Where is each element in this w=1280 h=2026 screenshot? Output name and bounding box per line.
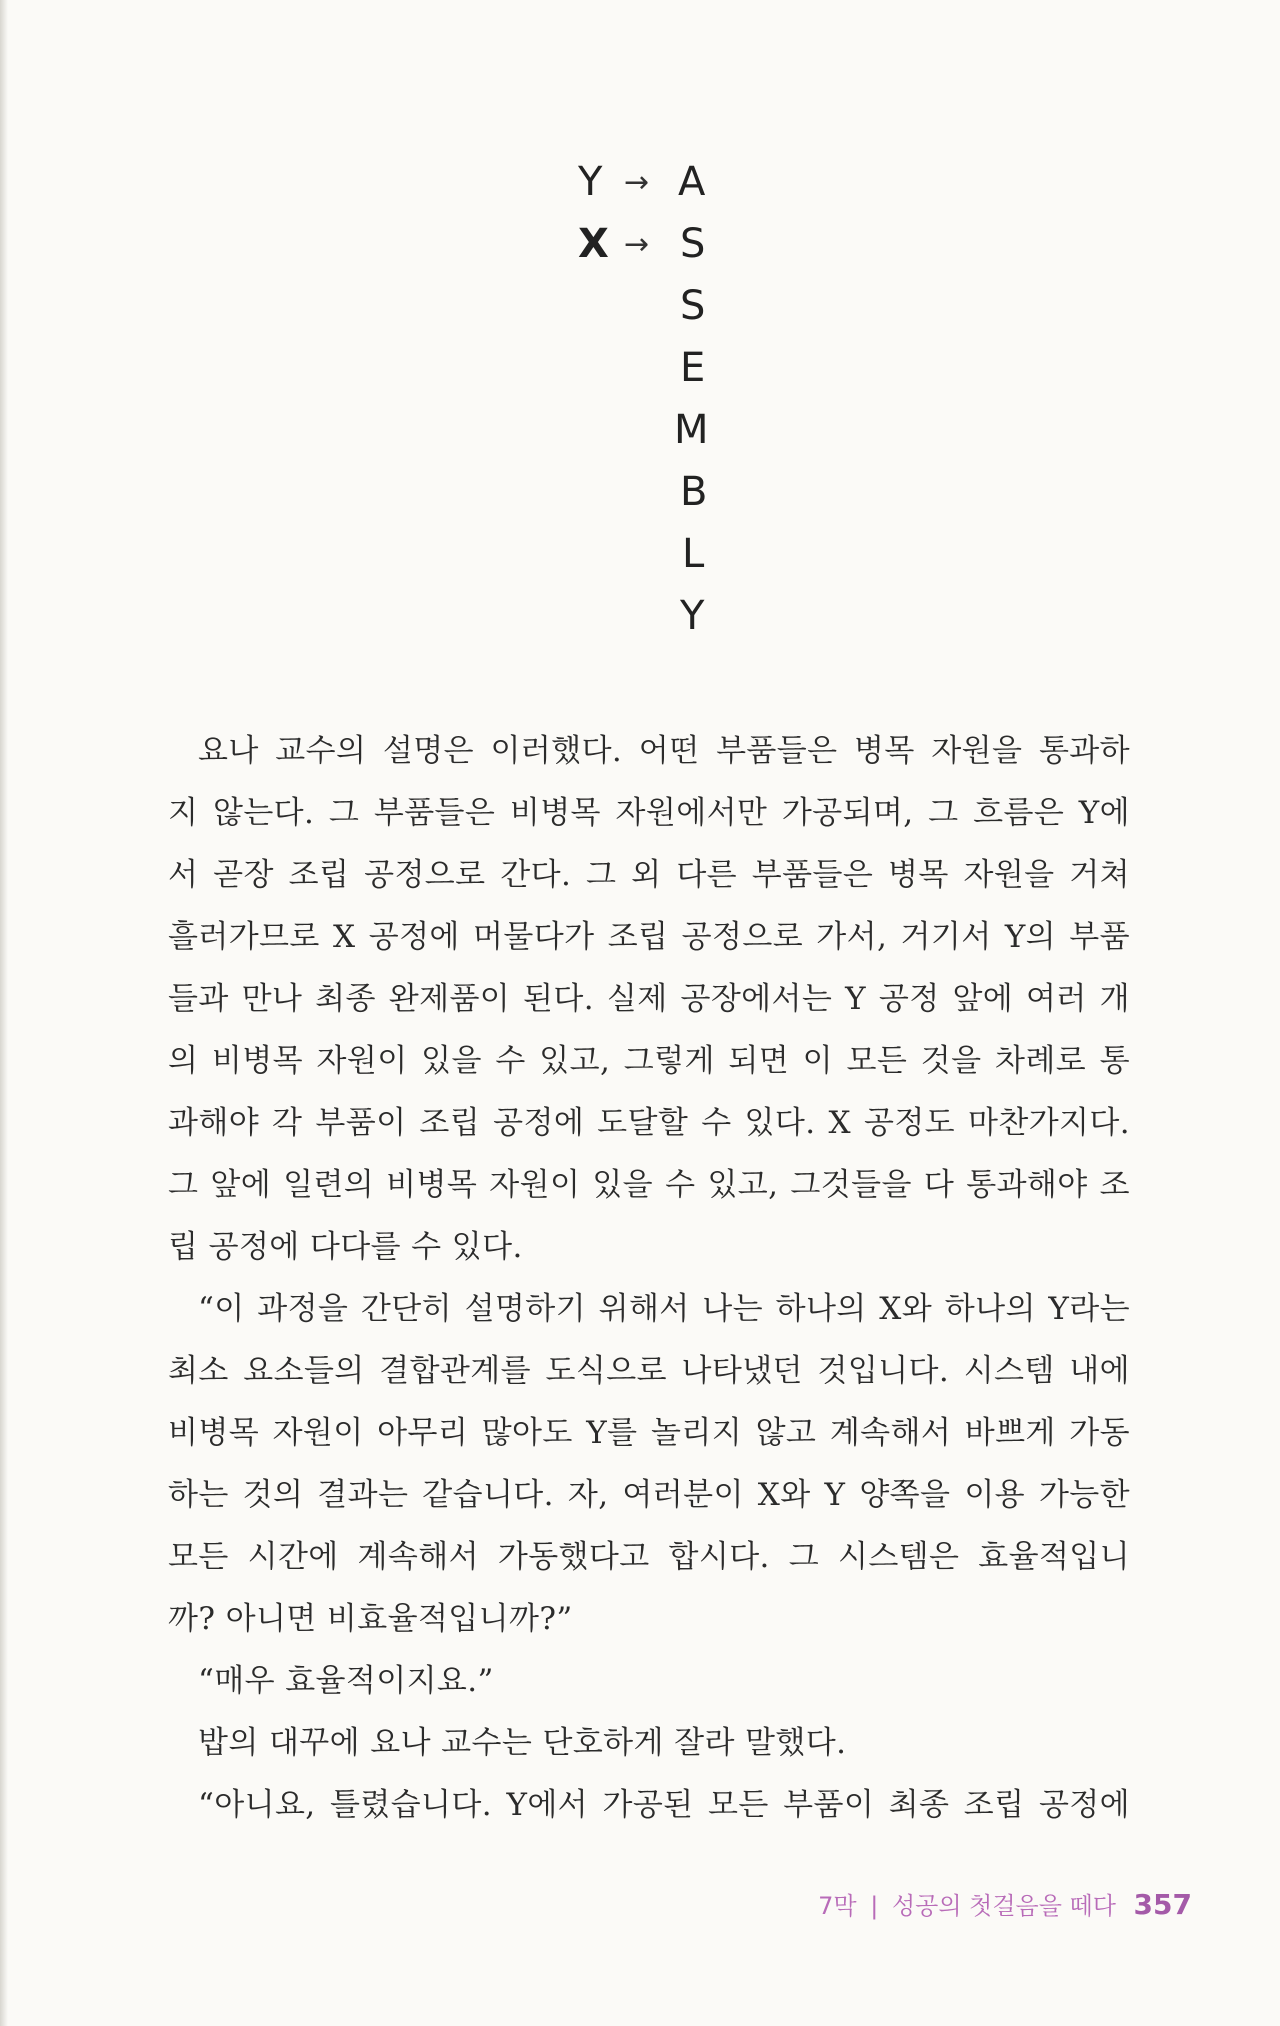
paragraph-line: 들과 만나 최종 완제품이 된다. 실제 공장에서는 Y 공정 앞에 여러 개	[168, 981, 1130, 1017]
footer-title: 성공의 첫걸음을 떼다	[891, 1892, 1116, 1920]
paragraph-line: “아니요, 틀렸습니다. Y에서 가공된 모든 부품이 최종 조립 공정에	[198, 1787, 1130, 1823]
page-footer	[818, 1886, 1192, 1921]
assembly-diagram	[0, 0, 1280, 700]
paragraph-line: “매우 효율적이지요.”	[198, 1663, 494, 1699]
diagram-y-label: Y	[578, 159, 603, 205]
diagram-y-arrow: →	[624, 165, 650, 200]
paragraph-line: “이 과정을 간단히 설명하기 위해서 나는 하나의 X와 하나의 Y라는	[198, 1291, 1130, 1327]
diagram-letter-s2: S	[680, 283, 706, 329]
diagram-letter-l: L	[682, 531, 705, 577]
paragraph-line: 최소 요소들의 결합관계를 도식으로 나타냈던 것입니다. 시스템 내에	[168, 1353, 1130, 1389]
paragraph-line: 그 앞에 일련의 비병목 자원이 있을 수 있고, 그것들을 다 통과해야 조	[168, 1167, 1130, 1203]
diagram-x-label: X	[578, 221, 609, 267]
diagram-letter-e: E	[680, 345, 706, 391]
paragraph-line: 밥의 대꾸에 요나 교수는 단호하게 잘라 말했다.	[198, 1725, 847, 1761]
paragraph-line: 의 비병목 자원이 있을 수 있고, 그렇게 되면 이 모든 것을 차례로 통	[168, 1043, 1130, 1079]
paragraph-line: 비병목 자원이 아무리 많아도 Y를 놀리지 않고 계속해서 바쁘게 가동	[168, 1415, 1130, 1451]
body-text	[168, 720, 1130, 1836]
footer-chapter: 7막	[818, 1892, 857, 1920]
paragraph-line: 흘러가므로 X 공정에 머물다가 조립 공정으로 가서, 거기서 Y의 부품	[168, 919, 1130, 955]
diagram-x-arrow: →	[624, 227, 650, 262]
diagram-letter-a: A	[678, 159, 706, 205]
paragraph-line: 까? 아니면 비효율적입니까?”	[168, 1601, 573, 1637]
paragraph-line: 요나 교수의 설명은 이러했다. 어떤 부품들은 병목 자원을 통과하	[198, 733, 1130, 769]
paragraph-line: 서 곧장 조립 공정으로 간다. 그 외 다른 부품들은 병목 자원을 거쳐	[168, 857, 1130, 893]
footer-separator: |	[870, 1892, 879, 1920]
diagram-letter-b: B	[680, 469, 708, 515]
paragraph-line: 립 공정에 다다를 수 있다.	[168, 1229, 523, 1265]
paragraph-line: 과해야 각 부품이 조립 공정에 도달할 수 있다. X 공정도 마찬가지다.	[168, 1105, 1130, 1141]
diagram-letter-y: Y	[680, 593, 705, 639]
page-number: 357	[1133, 1888, 1192, 1921]
diagram-letter-s1: S	[680, 221, 706, 267]
diagram-letter-m: M	[674, 407, 709, 453]
paragraph-line: 모든 시간에 계속해서 가동했다고 합시다. 그 시스템은 효율적입니	[168, 1539, 1130, 1575]
paragraph-line: 지 않는다. 그 부품들은 비병목 자원에서만 가공되며, 그 흐름은 Y에	[168, 795, 1130, 831]
paragraph-line: 하는 것의 결과는 같습니다. 자, 여러분이 X와 Y 양쪽을 이용 가능한	[168, 1477, 1130, 1513]
